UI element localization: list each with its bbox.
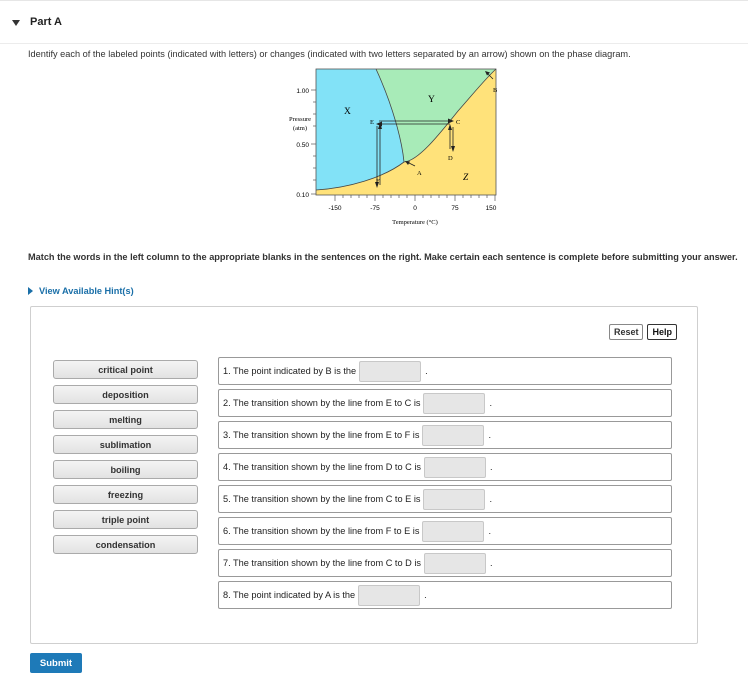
drop-target[interactable] [358, 585, 420, 606]
sentence-row [218, 389, 672, 417]
x-tick-label: 75 [451, 205, 459, 212]
sentence-row [218, 453, 672, 481]
drop-target[interactable] [423, 489, 485, 510]
sentence-text: 1. The point indicated by B is the [223, 366, 357, 376]
sentence-end: . [488, 526, 491, 536]
drop-target[interactable] [424, 457, 486, 478]
label-e: E [370, 119, 374, 126]
sentence-end: . [489, 494, 493, 504]
sentence-end: . [425, 366, 428, 376]
x-tick-label: -150 [328, 205, 342, 212]
x-tick-label: 150 [485, 205, 497, 212]
sentence-end: . [489, 398, 493, 408]
x-tick-label: -75 [370, 205, 380, 212]
part-title: Part A [30, 16, 62, 28]
sentence-list [218, 357, 672, 613]
drag-drop-panel [30, 306, 698, 644]
sentence-text: 4. The transition shown by the line from D to C is [223, 462, 421, 472]
match-instruction: Match the words in the left column to the appropriate blanks in the sentences on the right. Make certain each sentence is complete before submitting your answer. [28, 252, 738, 262]
label-b: B [493, 87, 498, 94]
sentence-end: . [488, 430, 491, 440]
question-instruction: Identify each of the labeled points (indicated with letters) or changes (indicated with two letters separated by an arrow) shown on the phase diagram. [28, 49, 631, 59]
label-x: X [344, 107, 351, 117]
y-axis-label-units: (atm) [292, 125, 308, 132]
sentence-text: 6. The transition shown by the line from F to E is [223, 526, 420, 536]
drop-target[interactable] [424, 553, 486, 574]
drop-target[interactable] [423, 393, 485, 414]
view-hints-link[interactable] [28, 286, 134, 296]
label-a: A [417, 170, 422, 177]
sentence-text: 8. The point indicated by A is the [223, 590, 356, 600]
expand-caret-icon [28, 287, 33, 295]
draggable-word[interactable]: boiling [53, 460, 198, 479]
reset-button[interactable]: Reset [609, 324, 644, 340]
draggable-word[interactable]: freezing [53, 485, 198, 504]
sentence-end: . [489, 462, 493, 472]
sentence-text: 2. The transition shown by the line from E to C is [223, 398, 421, 408]
draggable-word[interactable]: triple point [53, 510, 198, 529]
sentence-text: 7. The transition shown by the line from C to D is [223, 558, 421, 568]
sentence-row [218, 549, 672, 577]
sentence-row [218, 357, 672, 385]
draggable-word[interactable]: critical point [53, 360, 198, 379]
y-tick-label: 1.00 [296, 88, 309, 95]
sentence-row [218, 581, 672, 609]
collapse-caret-icon[interactable] [12, 20, 20, 26]
label-d: D [448, 155, 453, 162]
submit-button[interactable]: Submit [30, 653, 82, 673]
label-z: Z [463, 173, 469, 183]
draggable-word[interactable]: melting [53, 410, 198, 429]
sentence-end: . [424, 590, 427, 600]
y-tick-label: 0.50 [296, 142, 309, 149]
label-c: C [456, 119, 461, 126]
part-header[interactable] [0, 0, 748, 44]
phase-diagram [278, 66, 508, 238]
sentence-text: 5. The transition shown by the line from C to E is [223, 494, 421, 504]
draggable-word[interactable]: sublimation [53, 435, 198, 454]
sentence-end: . [489, 558, 493, 568]
drop-target[interactable] [422, 425, 484, 446]
draggable-word[interactable]: deposition [53, 385, 198, 404]
drop-target[interactable] [422, 521, 484, 542]
x-axis-label: Temperature (°C) [392, 219, 438, 226]
drop-target[interactable] [359, 361, 421, 382]
help-button[interactable]: Help [647, 324, 677, 340]
draggable-word[interactable]: condensation [53, 535, 198, 554]
word-bank [53, 360, 198, 560]
x-tick-label: 0 [413, 205, 417, 212]
y-axis-label: Pressure [288, 116, 312, 123]
sentence-row [218, 421, 672, 449]
y-tick-label: 0.10 [296, 192, 309, 199]
label-f: F [376, 178, 380, 185]
sentence-text: 3. The transition shown by the line from E to F is [223, 430, 420, 440]
sentence-row [218, 485, 672, 513]
sentence-row [218, 517, 672, 545]
hint-link-label: View Available Hint(s) [39, 286, 134, 296]
label-y: Y [428, 95, 435, 105]
